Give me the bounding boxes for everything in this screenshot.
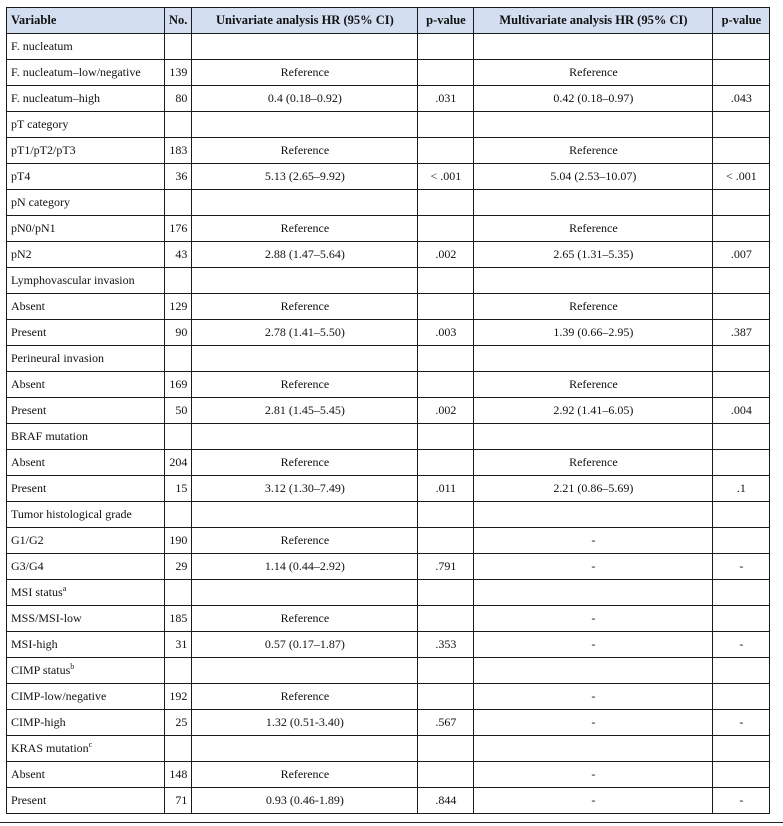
cell-multivariate-p	[713, 268, 770, 294]
table-row	[7, 216, 770, 242]
variable-label: pT category	[11, 117, 69, 131]
cell-variable	[7, 450, 165, 476]
cell-multivariate-hr	[474, 268, 713, 294]
cell-variable	[7, 398, 165, 424]
cell-multivariate-p: .387	[713, 320, 770, 346]
cell-variable	[7, 632, 165, 658]
variable-label: Absent	[11, 767, 45, 781]
table-row	[7, 112, 770, 138]
cell-count: 129	[165, 294, 192, 320]
variable-label: CIMP status	[11, 663, 71, 677]
cell-variable	[7, 502, 165, 528]
table-row	[7, 86, 770, 112]
header-univariate: Univariate analysis HR (95% CI)	[192, 8, 418, 34]
variable-label: Tumor histological grade	[11, 507, 132, 521]
cell-multivariate-hr: -	[474, 554, 713, 580]
cell-univariate-p: .844	[418, 788, 474, 814]
cell-count	[165, 502, 192, 528]
cell-variable	[7, 476, 165, 502]
cell-univariate-p	[418, 346, 474, 372]
variable-label: Absent	[11, 299, 45, 313]
cell-multivariate-p: .1	[713, 476, 770, 502]
cell-univariate-p: .791	[418, 554, 474, 580]
variable-label: KRAS mutation	[11, 741, 89, 755]
table-row	[7, 372, 770, 398]
cell-variable	[7, 346, 165, 372]
cell-multivariate-hr: 2.92 (1.41–6.05)	[474, 398, 713, 424]
cell-univariate-hr: Reference	[192, 528, 418, 554]
cell-variable	[7, 242, 165, 268]
table-header-row	[7, 8, 770, 34]
variable-label: BRAF mutation	[11, 429, 89, 443]
cell-univariate-hr: Reference	[192, 138, 418, 164]
cell-univariate-hr	[192, 424, 418, 450]
cell-univariate-p: .567	[418, 710, 474, 736]
cell-univariate-hr: Reference	[192, 294, 418, 320]
variable-label: pN2	[11, 247, 32, 261]
cell-multivariate-hr	[474, 736, 713, 762]
cell-multivariate-p: < .001	[713, 164, 770, 190]
cell-univariate-hr: 0.4 (0.18–0.92)	[192, 86, 418, 112]
table-row	[7, 398, 770, 424]
cell-univariate-p	[418, 580, 474, 606]
cell-multivariate-hr: 2.65 (1.31–5.35)	[474, 242, 713, 268]
variable-label: CIMP-high	[11, 715, 66, 729]
cell-multivariate-hr: Reference	[474, 138, 713, 164]
cell-count: 176	[165, 216, 192, 242]
cell-variable	[7, 372, 165, 398]
cell-univariate-hr	[192, 658, 418, 684]
variable-label: Present	[11, 403, 47, 417]
cell-multivariate-p	[713, 216, 770, 242]
cell-multivariate-p	[713, 424, 770, 450]
cell-variable	[7, 164, 165, 190]
cell-count	[165, 190, 192, 216]
table-row	[7, 164, 770, 190]
cell-multivariate-hr: -	[474, 762, 713, 788]
cell-count	[165, 424, 192, 450]
cell-univariate-p: .031	[418, 86, 474, 112]
cell-count: 169	[165, 372, 192, 398]
cell-multivariate-p	[713, 658, 770, 684]
cell-multivariate-hr: -	[474, 632, 713, 658]
cell-multivariate-p: -	[713, 632, 770, 658]
cell-multivariate-p: -	[713, 710, 770, 736]
variable-label: MSI status	[11, 585, 63, 599]
cell-multivariate-p	[713, 502, 770, 528]
cell-multivariate-p	[713, 580, 770, 606]
results-table-container	[6, 7, 770, 814]
cell-univariate-p: .002	[418, 398, 474, 424]
header-p-value-multivariate: p-value	[713, 8, 770, 34]
cell-variable	[7, 788, 165, 814]
footnote-marker: c	[88, 740, 93, 749]
cell-univariate-hr: Reference	[192, 372, 418, 398]
cell-univariate-hr: Reference	[192, 606, 418, 632]
cell-multivariate-hr: 0.42 (0.18–0.97)	[474, 86, 713, 112]
cell-univariate-hr: 1.14 (0.44–2.92)	[192, 554, 418, 580]
cell-variable	[7, 762, 165, 788]
cell-multivariate-hr: -	[474, 606, 713, 632]
cell-univariate-hr: 2.81 (1.45–5.45)	[192, 398, 418, 424]
table-row	[7, 60, 770, 86]
table-row	[7, 710, 770, 736]
cell-variable	[7, 710, 165, 736]
table-row	[7, 762, 770, 788]
cell-multivariate-p: -	[713, 554, 770, 580]
cell-multivariate-hr: -	[474, 788, 713, 814]
cell-univariate-hr: Reference	[192, 60, 418, 86]
table-row	[7, 476, 770, 502]
table-row	[7, 320, 770, 346]
cell-multivariate-p: -	[713, 788, 770, 814]
table-row	[7, 424, 770, 450]
cell-multivariate-hr: 5.04 (2.53–10.07)	[474, 164, 713, 190]
cell-variable	[7, 606, 165, 632]
cell-univariate-hr	[192, 502, 418, 528]
variable-label: Present	[11, 481, 47, 495]
cell-count: 185	[165, 606, 192, 632]
table-row	[7, 138, 770, 164]
cell-variable	[7, 684, 165, 710]
cell-multivariate-hr: Reference	[474, 294, 713, 320]
cell-count: 204	[165, 450, 192, 476]
variable-label: Lymphovascular invasion	[11, 273, 135, 287]
variable-label: CIMP-low/negative	[11, 689, 107, 703]
cell-univariate-p	[418, 424, 474, 450]
cell-count	[165, 736, 192, 762]
cell-multivariate-hr	[474, 34, 713, 60]
cell-multivariate-p	[713, 736, 770, 762]
cell-univariate-hr: Reference	[192, 762, 418, 788]
variable-label: G3/G4	[11, 559, 44, 573]
cell-multivariate-p	[713, 60, 770, 86]
variable-label: F. nucleatum–high	[11, 91, 101, 105]
cell-univariate-p	[418, 736, 474, 762]
variable-label: pN category	[11, 195, 70, 209]
cell-count	[165, 658, 192, 684]
footnote-marker: a	[62, 584, 67, 593]
cell-univariate-hr: 5.13 (2.65–9.92)	[192, 164, 418, 190]
cell-univariate-p	[418, 34, 474, 60]
cell-multivariate-p	[713, 762, 770, 788]
cell-count: 190	[165, 528, 192, 554]
variable-label: MSS/MSI-low	[11, 611, 82, 625]
cell-univariate-hr	[192, 346, 418, 372]
table-row	[7, 554, 770, 580]
cell-univariate-p: .002	[418, 242, 474, 268]
table-body	[7, 34, 770, 814]
cell-univariate-p	[418, 190, 474, 216]
cell-multivariate-hr: -	[474, 528, 713, 554]
cell-count: 36	[165, 164, 192, 190]
table-row	[7, 736, 770, 762]
cell-multivariate-hr	[474, 580, 713, 606]
cell-variable	[7, 424, 165, 450]
cell-variable	[7, 34, 165, 60]
cell-multivariate-hr	[474, 190, 713, 216]
cell-univariate-hr: 2.88 (1.47–5.64)	[192, 242, 418, 268]
cell-multivariate-hr: -	[474, 684, 713, 710]
cell-count: 29	[165, 554, 192, 580]
cell-univariate-p	[418, 606, 474, 632]
variable-label: Absent	[11, 377, 45, 391]
cell-count: 148	[165, 762, 192, 788]
table-row	[7, 658, 770, 684]
header-variable: Variable	[7, 8, 165, 34]
cell-multivariate-p	[713, 190, 770, 216]
cell-univariate-p	[418, 450, 474, 476]
cell-multivariate-p	[713, 372, 770, 398]
cell-count: 71	[165, 788, 192, 814]
cell-variable	[7, 320, 165, 346]
cell-variable	[7, 528, 165, 554]
variable-label: Present	[11, 325, 47, 339]
cell-multivariate-p: .007	[713, 242, 770, 268]
cell-univariate-hr: 3.12 (1.30–7.49)	[192, 476, 418, 502]
cell-multivariate-hr	[474, 658, 713, 684]
cell-multivariate-hr	[474, 346, 713, 372]
cell-variable	[7, 216, 165, 242]
cell-univariate-hr	[192, 580, 418, 606]
cell-univariate-hr	[192, 190, 418, 216]
cell-variable	[7, 138, 165, 164]
cell-univariate-p	[418, 528, 474, 554]
cell-multivariate-p	[713, 528, 770, 554]
cell-multivariate-hr: Reference	[474, 216, 713, 242]
cell-count: 90	[165, 320, 192, 346]
cell-univariate-hr: 0.93 (0.46-1.89)	[192, 788, 418, 814]
cell-univariate-hr: Reference	[192, 216, 418, 242]
cell-univariate-p	[418, 60, 474, 86]
cell-univariate-hr: Reference	[192, 684, 418, 710]
cell-multivariate-p	[713, 294, 770, 320]
cell-multivariate-p	[713, 112, 770, 138]
cell-count: 192	[165, 684, 192, 710]
cell-multivariate-p	[713, 606, 770, 632]
cell-univariate-p	[418, 372, 474, 398]
variable-label: F. nucleatum	[11, 39, 73, 53]
variable-label: Present	[11, 793, 47, 807]
variable-label: pN0/pN1	[11, 221, 56, 235]
cell-count	[165, 346, 192, 372]
cell-univariate-hr: 2.78 (1.41–5.50)	[192, 320, 418, 346]
cell-univariate-p: .011	[418, 476, 474, 502]
cell-multivariate-hr	[474, 424, 713, 450]
table-row	[7, 242, 770, 268]
footnote-marker: b	[70, 662, 75, 671]
cell-multivariate-p	[713, 684, 770, 710]
cell-univariate-hr	[192, 34, 418, 60]
table-row	[7, 268, 770, 294]
table-row	[7, 294, 770, 320]
cell-count: 80	[165, 86, 192, 112]
cell-univariate-p: .353	[418, 632, 474, 658]
variable-label: pT1/pT2/pT3	[11, 143, 76, 157]
cell-variable	[7, 112, 165, 138]
cell-univariate-p: .003	[418, 320, 474, 346]
variable-label: F. nucleatum–low/negative	[11, 65, 141, 79]
cell-univariate-p	[418, 138, 474, 164]
cell-variable	[7, 294, 165, 320]
cell-variable	[7, 190, 165, 216]
cell-univariate-hr: Reference	[192, 450, 418, 476]
cell-univariate-hr	[192, 736, 418, 762]
cell-multivariate-p	[713, 346, 770, 372]
cell-multivariate-p: .004	[713, 398, 770, 424]
table-row	[7, 606, 770, 632]
cell-variable	[7, 60, 165, 86]
cell-variable	[7, 268, 165, 294]
cell-count: 25	[165, 710, 192, 736]
variable-label: G1/G2	[11, 533, 44, 547]
cell-count: 183	[165, 138, 192, 164]
cell-univariate-hr: 0.57 (0.17–1.87)	[192, 632, 418, 658]
cell-multivariate-hr: Reference	[474, 450, 713, 476]
cell-variable	[7, 86, 165, 112]
cell-count	[165, 268, 192, 294]
cell-univariate-p	[418, 658, 474, 684]
table-row	[7, 502, 770, 528]
cell-multivariate-hr: Reference	[474, 60, 713, 86]
variable-label: Perineural invasion	[11, 351, 104, 365]
cell-multivariate-p: .043	[713, 86, 770, 112]
hazard-ratio-table	[6, 7, 770, 814]
cell-variable	[7, 658, 165, 684]
cell-univariate-p	[418, 762, 474, 788]
cell-multivariate-hr: -	[474, 710, 713, 736]
cell-variable	[7, 580, 165, 606]
variable-label: MSI-high	[11, 637, 58, 651]
header-multivariate: Multivariate analysis HR (95% CI)	[474, 8, 713, 34]
cell-univariate-hr	[192, 268, 418, 294]
cell-count: 50	[165, 398, 192, 424]
cell-variable	[7, 736, 165, 762]
cell-univariate-p	[418, 294, 474, 320]
cell-multivariate-p	[713, 138, 770, 164]
table-row	[7, 190, 770, 216]
cell-count	[165, 580, 192, 606]
cell-univariate-p	[418, 112, 474, 138]
cell-multivariate-hr	[474, 502, 713, 528]
cell-multivariate-hr	[474, 112, 713, 138]
cell-univariate-p: < .001	[418, 164, 474, 190]
cell-multivariate-p	[713, 34, 770, 60]
table-row	[7, 346, 770, 372]
cell-count	[165, 112, 192, 138]
table-row	[7, 684, 770, 710]
cell-univariate-hr	[192, 112, 418, 138]
bottom-rule	[0, 822, 783, 823]
header-p-value-univariate: p-value	[418, 8, 474, 34]
cell-univariate-p	[418, 216, 474, 242]
cell-count: 31	[165, 632, 192, 658]
cell-multivariate-hr: 2.21 (0.86–5.69)	[474, 476, 713, 502]
cell-count	[165, 34, 192, 60]
table-row	[7, 580, 770, 606]
table-row	[7, 528, 770, 554]
cell-count: 15	[165, 476, 192, 502]
cell-multivariate-hr: 1.39 (0.66–2.95)	[474, 320, 713, 346]
cell-univariate-p	[418, 502, 474, 528]
table-row	[7, 632, 770, 658]
table-row	[7, 450, 770, 476]
table-row	[7, 34, 770, 60]
table-row	[7, 788, 770, 814]
cell-univariate-p	[418, 684, 474, 710]
variable-label: pT4	[11, 169, 31, 183]
cell-count: 43	[165, 242, 192, 268]
cell-variable	[7, 554, 165, 580]
cell-univariate-p	[418, 268, 474, 294]
cell-multivariate-hr: Reference	[474, 372, 713, 398]
cell-univariate-hr: 1.32 (0.51-3.40)	[192, 710, 418, 736]
cell-count: 139	[165, 60, 192, 86]
header-no: No.	[165, 8, 192, 34]
variable-label: Absent	[11, 455, 45, 469]
cell-multivariate-p	[713, 450, 770, 476]
